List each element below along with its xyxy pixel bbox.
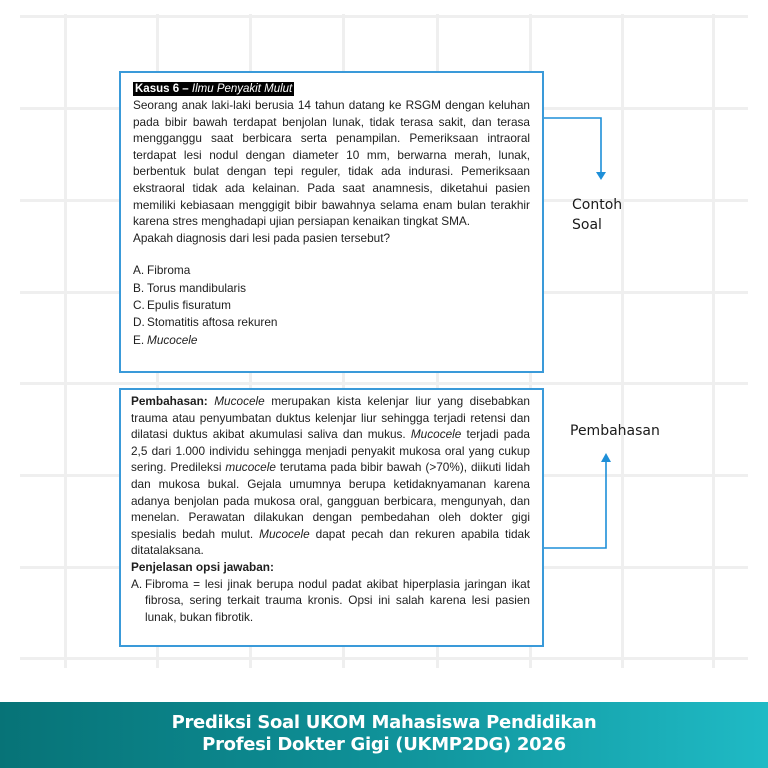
option-letter: D. xyxy=(133,315,145,330)
grid-line xyxy=(20,15,748,18)
answer-option xyxy=(133,332,530,349)
option-explanation xyxy=(131,576,530,626)
options-explanation-heading: Penjelasan opsi jawaban: xyxy=(131,559,274,574)
question-card xyxy=(119,71,544,373)
discussion-label: Pembahasan xyxy=(570,423,660,439)
grid-line xyxy=(20,657,748,660)
discussion-segment: merupakan kista kelenjar liur yang disebabkan trauma atau penyumbatan duktus kelenjar liur sehingga terjadi retensi dan dilatasi duktus akibat akumulasi saliva dan mukus. xyxy=(131,394,530,442)
grid-line xyxy=(621,14,624,668)
answer-option xyxy=(133,314,530,331)
discussion-segment: mucocele xyxy=(225,460,276,475)
case-stem: Seorang anak laki-laki berusia 14 tahun datang ke RSGM dengan keluhan pada bibir bawah terdapat benjolan lunak, tidak terasa sakit, dan terasa mengganggu saat berbicara serta penampilan. Pemeriksaan intraoral terdapat lesi nodul dengan diameter 10 mm, berwarna merah, lunak, berbentuk bulat dengan tepi reguler, tidak ada indurasi. Pemeriksaan ekstraoral tidak ada kelainan. Pada saat anamnesis, diketahui pasien memiliki kebiasaan menggigit bibir bawahnya selama enam bulan terakhir karena stres menghadapi ujian persiapan kenaikan tingkat SMA. xyxy=(133,98,530,229)
case-number: Kasus 6 – xyxy=(135,83,189,95)
discussion-segment: Mucocele xyxy=(410,427,462,442)
answer-option xyxy=(133,262,530,279)
answer-options xyxy=(133,262,530,348)
option-text: Fibroma xyxy=(147,263,191,278)
question-label-line: Soal xyxy=(572,217,602,233)
grid-line xyxy=(20,382,748,385)
discussion-segment: Mucocele xyxy=(259,526,310,541)
grid-line xyxy=(64,14,67,668)
question-label-line: Contoh xyxy=(572,197,623,213)
option-letter: B. xyxy=(133,280,145,295)
discussion-segment: dapat pecah dan rekuren apabila tidak ditatalaksana. xyxy=(131,526,530,558)
footer-title-line: Prediksi Soal UKOM Mahasiswa Pendidikan xyxy=(171,712,597,733)
discussion-segment: terjadi pada 2,5 dari 1.000 individu sehingga menjadi penyakit mukosa oral yang cukup sering. Predileksi xyxy=(131,427,530,475)
option-text: Mucocele xyxy=(147,332,198,347)
option-explanation-text: Fibroma = lesi jinak berupa nodul padat akibat hiperplasia jaringan ikat fibrosa, sering terkait trauma kronis. Opsi ini salah karena lesi pasien lunak, bukan fibrotik. xyxy=(145,576,530,624)
answer-option xyxy=(133,297,530,314)
discussion-heading: Pembahasan: xyxy=(131,394,208,408)
case-subject: Ilmu Penyakit Mulut xyxy=(191,83,293,95)
footer-title-line: Profesi Dokter Gigi (UKMP2DG) 2026 xyxy=(202,734,566,755)
grid-line xyxy=(712,14,715,668)
discussion-segment: terutama pada bibir bawah (>70%), diikuti lidah dan mukosa bukal. Gejala umumnya berupa ketidaknyamanan karena adanya benjolan pada mukosa oral, gangguan berbicara, mengunyah, dan menelan. Perawatan dilakukan dengan pembedahan oleh dokter gigi spesialis bedah mulut. xyxy=(131,460,531,541)
option-letter: A. xyxy=(133,263,145,278)
option-text: Epulis fisuratum xyxy=(147,297,231,312)
question-example-label xyxy=(572,195,652,235)
discussion-text xyxy=(131,393,530,559)
question-text: Apakah diagnosis dari lesi pada pasien tersebut? xyxy=(133,230,391,245)
option-letter: C. xyxy=(133,297,145,312)
answer-option xyxy=(133,280,530,297)
discussion-segment: Mucocele xyxy=(214,394,265,408)
option-text: Torus mandibularis xyxy=(147,280,247,295)
case-header xyxy=(133,82,294,96)
option-text: Stomatitis aftosa rekuren xyxy=(147,315,278,330)
footer-banner xyxy=(0,702,768,768)
discussion-card xyxy=(119,388,544,647)
option-letter: E. xyxy=(133,332,145,347)
option-letter: A. xyxy=(131,576,143,591)
